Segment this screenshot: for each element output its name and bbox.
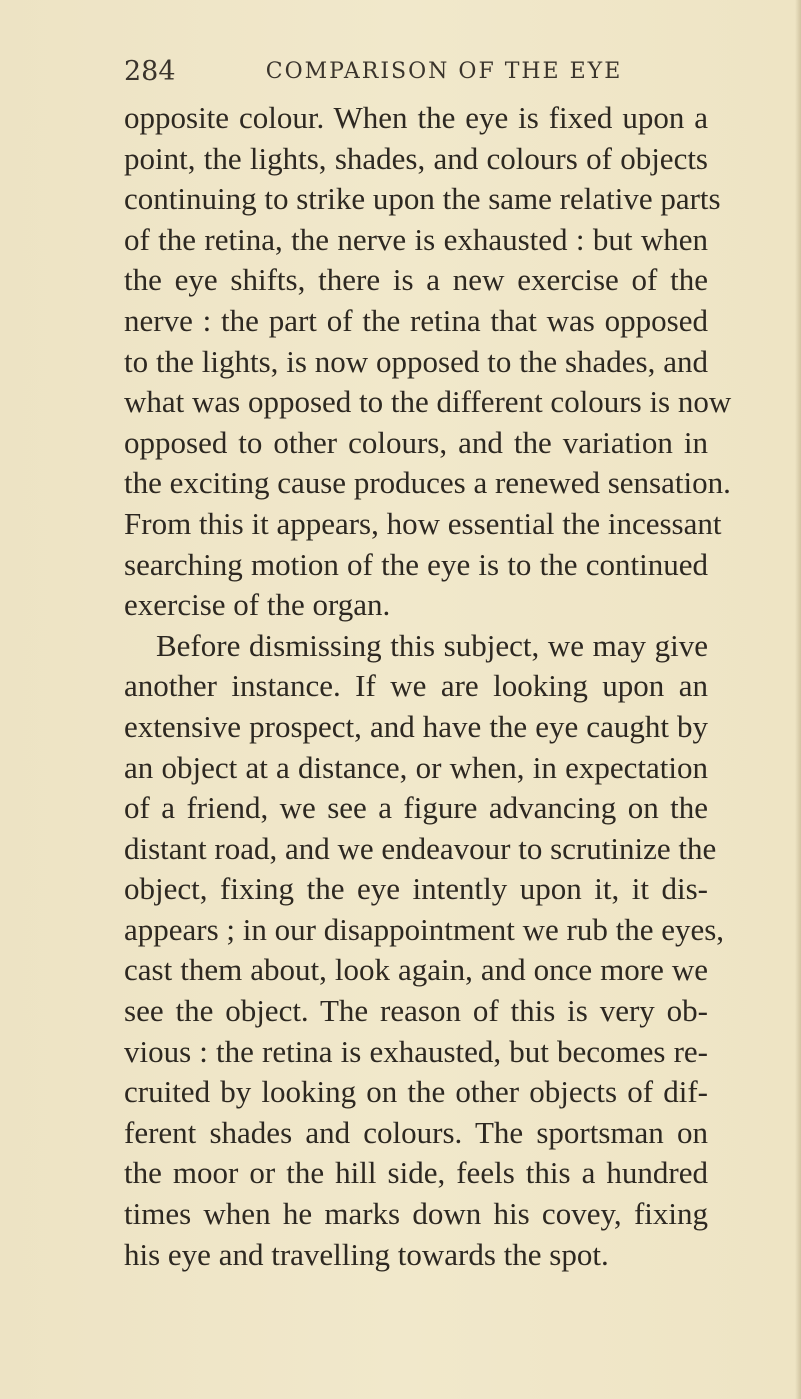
page-number: 284	[124, 56, 176, 87]
text-line: object, fixing the eye intently upon it, it dis-	[124, 871, 708, 907]
text-line: the eye shifts, there is a new exercise of the	[124, 262, 708, 298]
text-line: opposed to other colours, and the variation in	[124, 424, 708, 460]
running-head	[124, 52, 704, 92]
text-line: the exciting cause produces a renewed sensation.	[124, 465, 731, 501]
text-line: what was opposed to the different colours is now	[124, 384, 732, 420]
text-line: exercise of the organ.	[124, 587, 391, 623]
text-line: point, the lights, shades, and colours of objects	[124, 140, 708, 176]
text-line: to the lights, is now opposed to the shades, and	[124, 343, 708, 379]
text-line: ferent shades and colours. The sportsman on	[124, 1114, 708, 1150]
text-line: an object at a distance, or when, in expectation	[124, 749, 708, 785]
text-line: his eye and travelling towards the spot.	[124, 1236, 609, 1272]
page-edge-shadow	[795, 0, 801, 1399]
text-line: the moor or the hill side, feels this a hundred	[124, 1155, 708, 1191]
text-line: vious : the retina is exhausted, but becomes re-	[124, 1033, 708, 1069]
text-line: From this it appears, how essential the incessant	[124, 505, 722, 541]
text-line: searching motion of the eye is to the continued	[124, 546, 708, 582]
text-line: continuing to strike upon the same relative parts	[124, 181, 721, 217]
text-line: opposite colour. When the eye is fixed upon a	[124, 100, 708, 135]
text-line: appears ; in our disappointment we rub the eyes,	[124, 911, 725, 947]
text-line: cast them about, look again, and once more we	[124, 952, 708, 988]
text-line: Before dismissing this subject, we may give	[156, 627, 708, 663]
text-line: nerve : the part of the retina that was opposed	[124, 302, 708, 338]
text-line: see the object. The reason of this is very ob-	[124, 993, 708, 1029]
text-line: another instance. If we are looking upon an	[124, 668, 708, 704]
text-line: of a friend, we see a figure advancing on the	[124, 790, 708, 826]
body-text	[124, 98, 732, 1275]
text-line: of the retina, the nerve is exhausted : but when	[124, 221, 708, 257]
text-line: distant road, and we endeavour to scrutinize the	[124, 830, 717, 866]
text-line: times when he marks down his covey, fixing	[124, 1196, 708, 1232]
running-title: COMPARISON OF THE EYE	[265, 59, 623, 84]
text-line: extensive prospect, and have the eye caught by	[124, 708, 708, 744]
text-line: cruited by looking on the other objects of dif-	[124, 1074, 708, 1110]
